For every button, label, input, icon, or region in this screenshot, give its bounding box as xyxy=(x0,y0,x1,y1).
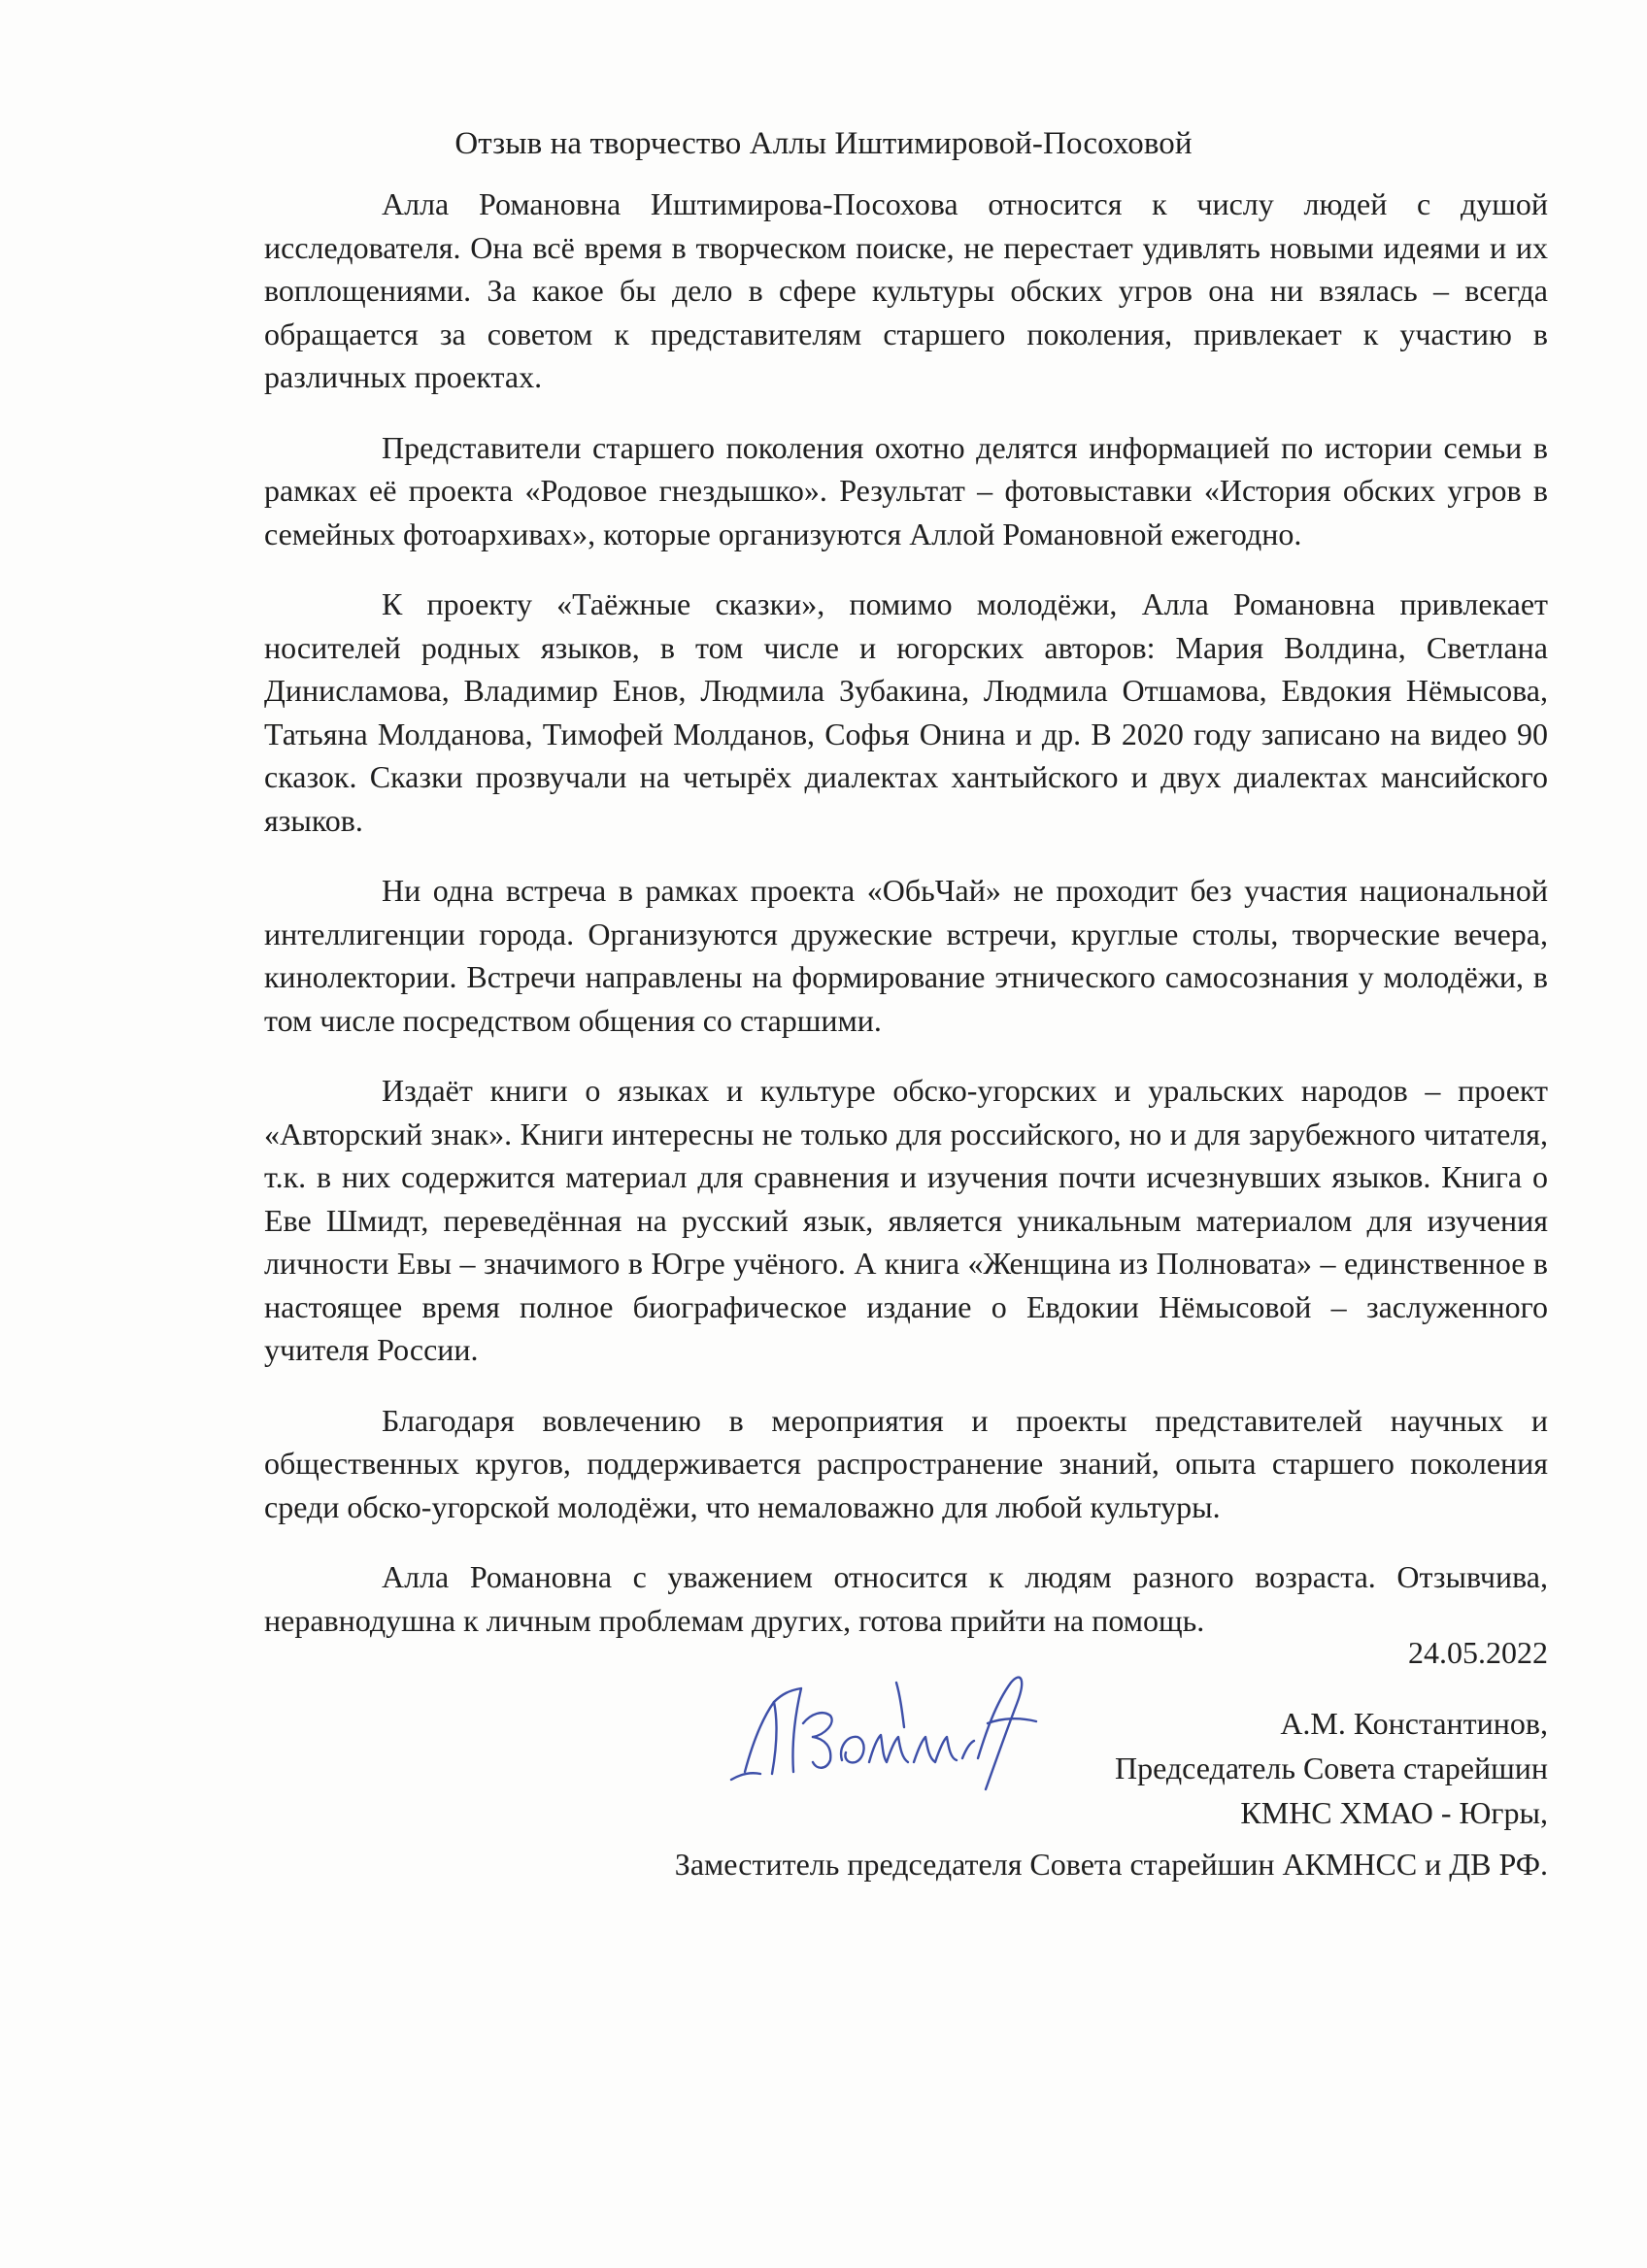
paragraph-4: Ни одна встреча в рамках проекта «ОбьЧай» не проходит без участия национальной интеллигенции города. Организуются дружеские встречи, круглые столы, творческие вечера, кинолектории. Встречи направлены на формирование этнического самосознания у молодёжи, в том числе посредством общения со старшими. xyxy=(264,873,1548,1038)
paragraph-7: Алла Романовна с уважением относится к людям разного возраста. Отзывчива, неравнодушна к личным проблемам других, готова прийти на помощь. xyxy=(264,1559,1548,1638)
signer-block xyxy=(874,1701,1548,1835)
paragraph-2: Представители старшего поколения охотно делятся информацией по истории семьи в рамках её проекта «Родовое гнездышко». Результат – фотовыставки «История обских угров в семейных фотоархивах», которые организуются Аллой Романовной ежегодно. xyxy=(264,429,1548,551)
document-body xyxy=(264,183,1548,1669)
document-date: 24.05.2022 xyxy=(1408,1635,1548,1670)
paragraph-5: Издаёт книги о языках и культуре обско-угорских и уральских народов – проект «Авторский знак». Книги интересны не только для российского, но и для зарубежного читателя, т.к. в них содержится материал для сравнения и изучения почти исчезнувших языков. Книга о Еве Шмидт, переведённая на русский язык, является уникальным материалом для изучения личности Евы – значимого в Югре учёного. А книга «Женщина из Полновата» – единственное в настоящее время полное биографическое издание о Евдокии Нёмысовой – заслуженного учителя России. xyxy=(264,1073,1548,1367)
paragraph-1: Алла Романовна Иштимирова-Посохова относится к числу людей с душой исследователя. Она всё время в творческом поиске, не перестает удивлять новыми идеями и их воплощениями. За какое бы дело в сфере культуры обских угров она ни взялась – всегда обращается за советом к представителям старшего поколения, привлекает к участию в различных проектах. xyxy=(264,186,1548,394)
signer-position-line-1: Председатель Совета старейшин xyxy=(1115,1751,1548,1785)
paragraph-3: К проекту «Таёжные сказки», помимо молодёжи, Алла Романовна привлекает носителей родных языков, в том числе и югорских авторов: Мария Волдина, Светлана Динислaмова, Владимир Енов, Людмила Зубакина, Людмила Отшамова, Евдокия Нёмысова, Татьяна Молданова, Тимофей Молданов, Софья Онина и др. В 2020 году записано на видео 90 сказок. Сказки прозвучали на четырёх диалектах хантыйского и двух диалектах мансийского языков. xyxy=(264,586,1548,838)
document-title: Отзыв на творчество Аллы Иштимировой-Посоховой xyxy=(454,126,1193,161)
paragraph-6: Благодаря вовлечению в мероприятия и проекты представителей научных и общественных кругов, поддерживается распространение знаний, опыта старшего поколения среди обско-угорской молодёжи, что немаловажно для любой культуры. xyxy=(264,1402,1548,1524)
signer-deputy-position: Заместитель председателя Совета старейшин АКМНСС и ДВ РФ. xyxy=(674,1847,1548,1882)
signer-name: А.М. Константинов, xyxy=(1280,1706,1548,1741)
signer-position-line-2: КМНС ХМАО - Югры, xyxy=(1240,1795,1548,1830)
